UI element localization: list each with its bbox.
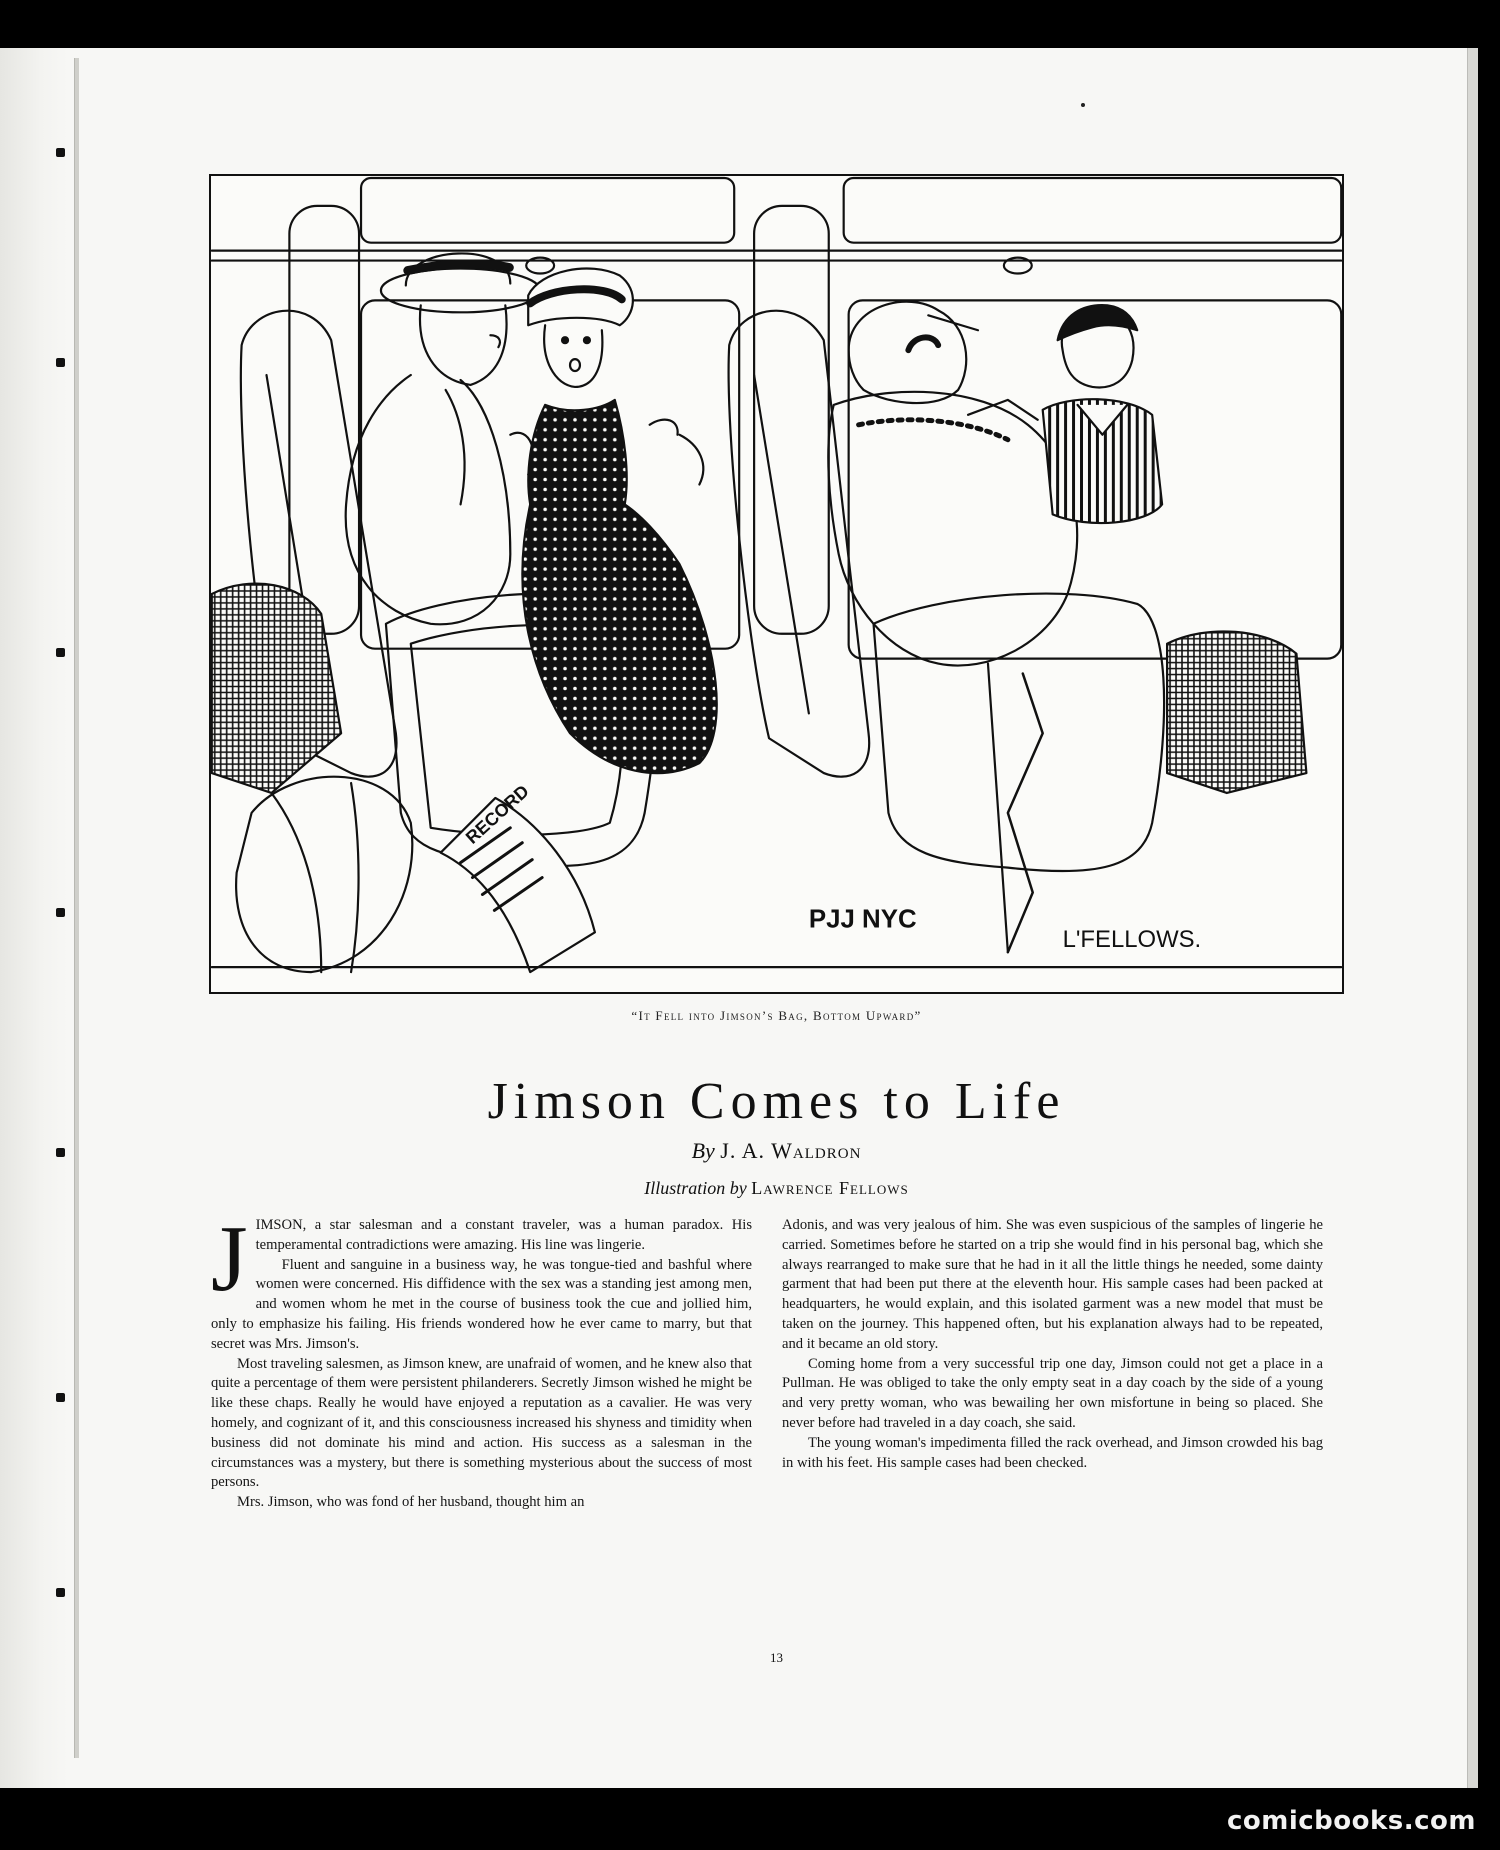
story-illustration [209,174,1344,994]
article-title: Jimson Comes to Life [487,1073,1066,1130]
article-paragraph: Mrs. Jimson, who was fond of her husband, thought him an [237,1494,585,1511]
artist-signature-right: L'FELLOWS. [1062,926,1202,954]
binding-stitch [56,1148,65,1157]
author-name: J. A. Waldron [720,1138,862,1163]
article-paragraph: Fluent and sanguine in a business way, he was tongue-tied and bashful where women were concerned. His diffidence with the sex was a standing jest among men, and women whom he met in the course of business took the cue and jollied him, only to emphasize his failing. His friends wondered how he ever came to marry, but that secret was Mrs. Jimson's. [211,1256,752,1352]
illustration-credit-prefix: Illustration by [644,1178,747,1198]
article-column-right [782,1216,1323,1473]
byline-prefix: By [691,1138,715,1163]
paragraph-text: IMSON, a star salesman and a constant traveler, was a human paradox. His temperamental contradictions were amazing. His line was lingerie. [255,1217,752,1253]
article-paragraph: Coming home from a very successful trip one day, Jimson could not get a place in a Pullman. He was obliged to take the only empty seat in a day coach by the side of a young and very pretty woman, who was bewailing her own misfortune in being so placed. She never before had traveled in a day coach, she said. [782,1355,1323,1431]
binding-stitch [56,358,65,367]
train-coach-drawing [211,176,1342,992]
ink-speck [1081,103,1085,107]
binding-line [74,58,79,1758]
binding-stitch [56,148,65,157]
illustration-caption: “It Fell into Jimson’s Bag, Bottom Upward” [631,1008,922,1023]
binding-stitch [56,1588,65,1597]
page-sheet [0,48,1478,1788]
page-number: 13 [770,1650,783,1665]
binding-stitch [56,648,65,657]
illustrator-name: Lawrence Fellows [751,1178,909,1198]
binding-stitch [56,908,65,917]
article-column-left [211,1207,752,1513]
artist-signature-left: PJJ NYC [808,905,917,934]
illustration-credit [209,1178,1344,1199]
article-paragraph: The young woman's impedimenta filled the rack overhead, and Jimson crowded his bag in with his feet. His sample cases had been checked. [782,1434,1323,1471]
site-watermark: comicbooks.com [1226,1806,1476,1836]
page-right-edge [1467,48,1478,1788]
binding-stitch [56,1393,65,1402]
article-paragraph: Most traveling salesmen, as Jimson knew, are unafraid of women, and he knew also that quite a percentage of them were persistent philanderers. Secretly Jimson wished he might be like these chaps. Really he would have enjoyed a reputation as a cavalier. He was very homely, and cognizant of it, and this consciousness increased his shyness and timidity when business did not dominate his mind and action. His success as a salesman in the circumstances was a mystery, but there is something mysterious about the success of most persons. [211,1355,752,1491]
page-gutter-shadow [0,48,68,1788]
drop-cap: J [211,1207,248,1311]
article-byline [209,1138,1344,1164]
article-paragraph: Adonis, and was very jealous of him. She was even suspicious of the samples of lingerie he carried. Sometimes before he started on a trip she would find in his personal bag, which she always rearranged to make sure that he had in it all the little things he needed, some dainty garment that had been put there at the eleventh hour. His sample cases had been packed at headquarters, he would explain, and this isolated garment was a new model that must be taken on the journey. This happened often, but his explanation always had to be repeated, and it became an old story. [782,1217,1323,1352]
newspaper-masthead: RECORD [461,780,533,848]
